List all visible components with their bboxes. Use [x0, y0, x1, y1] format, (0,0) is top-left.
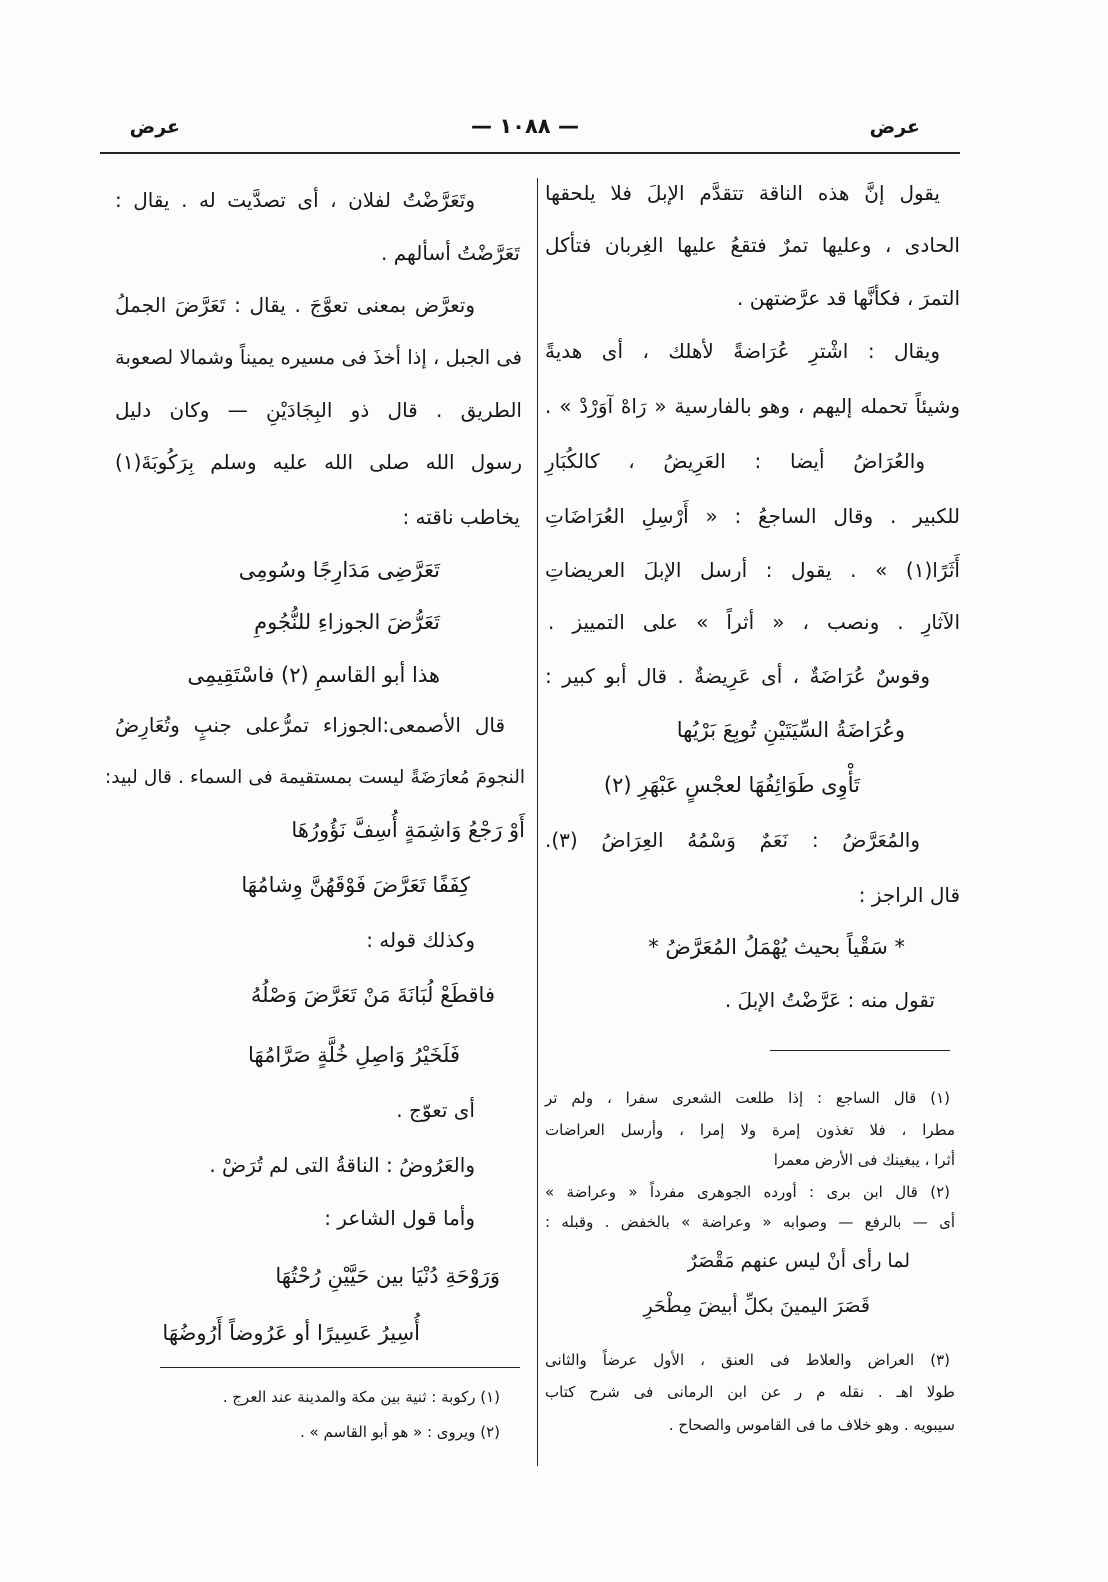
footnote-line: (٢) قال ابن برى : أورده الجوهرى مفرداً « وعراضة » [545, 1183, 950, 1201]
main-text-line: النجومَ مُعارَضَةً ليست بمستقيمة فى السماء . قال لبيد: [105, 767, 525, 788]
main-text-line: وتَعَرَّضْتُ لفلان ، أى تصدَّيت له . يقال : [115, 188, 475, 212]
verse-line: أُسِيرُ عَسِيرًا أو عَرُوضاً أَرُوضُهَا [162, 1321, 420, 1345]
footnote-line: طولا اهـ . نقله م ر عن ابن الرمانى فى شرح كتاب [545, 1383, 955, 1401]
footnote-line: (٢) ويروى : « هو أبو القاسم » . [300, 1423, 500, 1441]
footnote-separator [770, 1050, 950, 1051]
verse-line: تَعَرَّضِى مَدَارِجًا وسُومِى [238, 558, 440, 582]
main-text-line: أى تعوّج . [396, 1098, 475, 1122]
footnote-line: أى — بالرفع — وصوابه « وعراضة » بالخفض . وقبله : [545, 1213, 955, 1231]
main-text-line: والعَرُوضُ : الناقةُ التى لم تُرَضْ . [209, 1153, 475, 1177]
footnote-verse-line: قَصَرَ اليمينَ بكلِّ أبيضَ مِطْحَرِ [643, 1295, 870, 1317]
main-text-line: رسول الله صلى الله عليه وسلم بِرَكُوبَةَ(١) [115, 450, 522, 474]
verse-line: وعُرَاضَةُ السِّيَتَيْنِ تُوبِعَ بَرْيُها [676, 718, 905, 742]
main-text-line: الحادى ، وعليها تمرٌ فتقعُ عليها الغِربان فتأكل [545, 233, 960, 257]
column-divider [537, 178, 538, 1466]
running-head-left: عرض [129, 116, 180, 138]
footnote-line: مطرا ، فلا تغذون إمرة ولا إمرا ، وأرسل العراضات [545, 1121, 955, 1139]
main-text-line: وقوسٌ عُرَاضَةٌ ، أى عَرِيضةٌ . قال أبو كبير : [545, 664, 930, 688]
main-text-line: تَعَرَّضْتُ أسألهم . [381, 241, 520, 265]
verse-line: وَرَوْحَةِ دُنْيَا بين حَيَّيْنِ رُحْتُهَا [275, 1264, 500, 1288]
verse-line: فاقطَعْ لُبَانَةَ مَنْ تَعَرَّضَ وَصْلُهُ [250, 983, 495, 1007]
verse-line: * سَقْياً بحيث يُهْمَلُ المُعَرَّضُ * [648, 935, 905, 959]
running-head-right: عرض [869, 116, 920, 138]
verse-line: فَلَخَيْرُ وَاصِلِ خُلَّةٍ صَرَّامُهَا [248, 1043, 460, 1067]
main-text-line: التمرَ ، فكأنَّها قد عرَّضتهن . [737, 286, 960, 310]
main-text-line: وكذلك قوله : [366, 928, 475, 952]
main-text-line: والعُرَاضُ أيضا : العَرِيضُ ، كالكُبَارِ [545, 449, 925, 473]
main-text-line: الآثارِ . ونصب ، « أثراً » على التمييز . [548, 610, 960, 634]
main-text-line: أَثَرًا(١) » . يقول : أرسل الإبلَ العريضاتِ [545, 558, 960, 582]
main-text-line: تقول منه : عَرَّضْتُ الإبلَ . [724, 988, 935, 1012]
verse-line: كِفَفًا تَعَرَّضَ فَوْقَهُنَّ وِشامُهَا [241, 873, 470, 897]
main-text-line: وأما قول الشاعر : [324, 1206, 475, 1230]
verse-line: أَوْ رَجْعُ وَاشِمَةٍ أُسِفَّ نَؤُورُهَا [291, 818, 525, 842]
main-text-line: للكبير . وقال الساجعُ : « أَرْسِلِ العُرَاضَاتِ [545, 504, 960, 528]
footnote-separator [160, 1367, 520, 1368]
main-text-line: يخاطب ناقته : [402, 505, 520, 529]
footnote-line: (١) ركوبة : ثنية بين مكة والمدينة عند العرج . [222, 1388, 500, 1406]
main-text-line: ويقال : اشْترِ عُرَاضةً لأهلك ، أى هديةً [545, 339, 940, 363]
verse-line: هذا أبو القاسمِ (٢) فاسْتَقِيمِى [187, 663, 440, 687]
main-text-line: يقول إنَّ هذه الناقة تتقدَّم الإبلَ فلا يلحقها [545, 181, 940, 205]
main-text-line: الطريق . قال ذو البِجَادَيْنِ — وكان دليل [115, 398, 522, 422]
footnote-verse-line: لما رأى أنْ ليس عنهم مَقْصَرٌ [687, 1250, 910, 1272]
page-number: — ١٠٨٨ — [471, 114, 579, 138]
main-text-line: وتعرَّض بمعنى تعوَّجَ . يقال : تَعَرَّضَ الجملُ [115, 293, 475, 317]
footnote-line: سيبويه . وهو خلاف ما فى القاموس والصحاح . [668, 1416, 955, 1434]
header-rule [100, 152, 960, 154]
verse-line: تَأْوِى طَوَائِفُهَا لعجْسٍ عَبْهَرِ (٢) [603, 773, 860, 797]
main-text-line: فى الجبل ، إذا أخذَ فى مسيره يميناً وشمالا لصعوبة [115, 346, 522, 369]
verse-line: تَعَرُّضَ الجوزاءِ للنُّجُومِ [254, 610, 440, 634]
footnote-line: أثرا ، يبغينك فى الأرض معمرا [773, 1151, 955, 1169]
main-text-line: قال الأصمعى:الجوزاء تمرُّعلى جنبٍ وتُعَارِضُ [115, 713, 505, 737]
main-text-line: قال الراجز : [858, 883, 960, 907]
footnote-line: (١) قال الساجع : إذا طلعت الشعرى سفرا ، ولم تر [545, 1089, 950, 1107]
main-text-line: والمُعَرَّضُ : نَعَمٌ وَسْمُهُ العِرَاضُ (٣). [545, 828, 920, 852]
footnote-line: (٣) العراض والعلاط فى العنق ، الأول عرضاً والثانى [545, 1351, 950, 1369]
main-text-line: وشيئاً تحمله إليهم ، وهو بالفارسية « رَاهْ آوَرْدْ » . [545, 394, 960, 418]
